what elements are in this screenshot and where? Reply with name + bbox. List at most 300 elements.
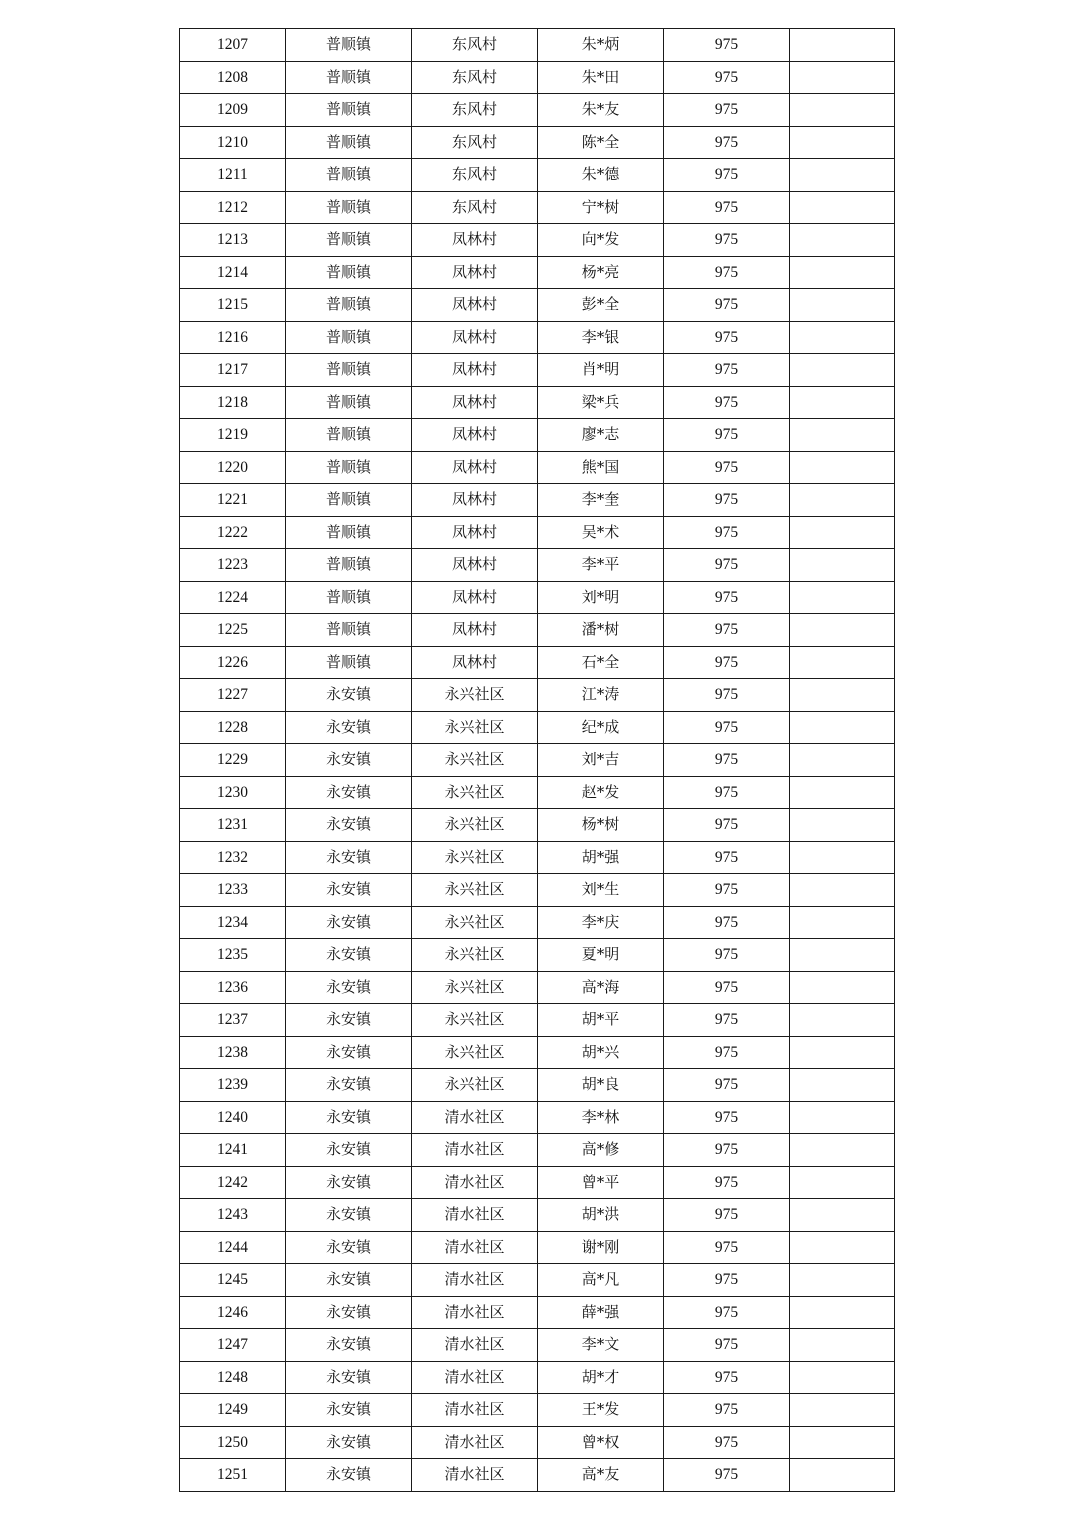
table-row [180, 94, 895, 127]
table-row [180, 1329, 895, 1362]
name-cell: 谢*刚 [538, 1231, 664, 1264]
town-cell: 永安镇 [286, 1459, 412, 1492]
village-cell: 凤林村 [412, 549, 538, 582]
town-cell: 永安镇 [286, 906, 412, 939]
table-row [180, 1166, 895, 1199]
amount-cell: 975 [664, 711, 790, 744]
serial-number-cell: 1210 [180, 126, 286, 159]
village-cell: 永兴社区 [412, 1036, 538, 1069]
village-cell: 永兴社区 [412, 874, 538, 907]
town-cell: 永安镇 [286, 1069, 412, 1102]
serial-number-cell: 1233 [180, 874, 286, 907]
table-row [180, 126, 895, 159]
remark-cell [790, 614, 895, 647]
amount-cell: 975 [664, 809, 790, 842]
remark-cell [790, 451, 895, 484]
village-cell: 东风村 [412, 29, 538, 62]
town-cell: 普顺镇 [286, 94, 412, 127]
remark-cell [790, 191, 895, 224]
name-cell: 胡*良 [538, 1069, 664, 1102]
name-cell: 潘*树 [538, 614, 664, 647]
table-row [180, 679, 895, 712]
village-cell: 永兴社区 [412, 1069, 538, 1102]
town-cell: 永安镇 [286, 1361, 412, 1394]
town-cell: 普顺镇 [286, 256, 412, 289]
remark-cell [790, 1069, 895, 1102]
name-cell: 梁*兵 [538, 386, 664, 419]
name-cell: 胡*兴 [538, 1036, 664, 1069]
table-row [180, 29, 895, 62]
name-cell: 李*银 [538, 321, 664, 354]
name-cell: 刘*明 [538, 581, 664, 614]
amount-cell: 975 [664, 354, 790, 387]
amount-cell: 975 [664, 1069, 790, 1102]
name-cell: 曾*平 [538, 1166, 664, 1199]
amount-cell: 975 [664, 776, 790, 809]
town-cell: 普顺镇 [286, 289, 412, 322]
village-cell: 清水社区 [412, 1134, 538, 1167]
village-cell: 清水社区 [412, 1394, 538, 1427]
remark-cell [790, 224, 895, 257]
table-row [180, 841, 895, 874]
amount-cell: 975 [664, 159, 790, 192]
remark-cell [790, 1166, 895, 1199]
remark-cell [790, 581, 895, 614]
remark-cell [790, 1459, 895, 1492]
village-cell: 凤林村 [412, 516, 538, 549]
town-cell: 永安镇 [286, 1036, 412, 1069]
village-cell: 东风村 [412, 94, 538, 127]
remark-cell [790, 419, 895, 452]
village-cell: 东风村 [412, 191, 538, 224]
table-row [180, 354, 895, 387]
table-row [180, 1426, 895, 1459]
town-cell: 永安镇 [286, 744, 412, 777]
serial-number-cell: 1244 [180, 1231, 286, 1264]
amount-cell: 975 [664, 1459, 790, 1492]
amount-cell: 975 [664, 61, 790, 94]
town-cell: 普顺镇 [286, 321, 412, 354]
serial-number-cell: 1241 [180, 1134, 286, 1167]
amount-cell: 975 [664, 126, 790, 159]
table-row [180, 1361, 895, 1394]
serial-number-cell: 1207 [180, 29, 286, 62]
remark-cell [790, 1134, 895, 1167]
table-row [180, 1101, 895, 1134]
remark-cell [790, 386, 895, 419]
remark-cell [790, 874, 895, 907]
remark-cell [790, 484, 895, 517]
name-cell: 高*海 [538, 971, 664, 1004]
serial-number-cell: 1250 [180, 1426, 286, 1459]
table-row [180, 939, 895, 972]
serial-number-cell: 1235 [180, 939, 286, 972]
serial-number-cell: 1230 [180, 776, 286, 809]
table-row [180, 1069, 895, 1102]
serial-number-cell: 1249 [180, 1394, 286, 1427]
serial-number-cell: 1242 [180, 1166, 286, 1199]
remark-cell [790, 971, 895, 1004]
town-cell: 永安镇 [286, 809, 412, 842]
serial-number-cell: 1229 [180, 744, 286, 777]
serial-number-cell: 1215 [180, 289, 286, 322]
serial-number-cell: 1228 [180, 711, 286, 744]
name-cell: 杨*树 [538, 809, 664, 842]
remark-cell [790, 906, 895, 939]
town-cell: 普顺镇 [286, 516, 412, 549]
town-cell: 永安镇 [286, 939, 412, 972]
name-cell: 高*修 [538, 1134, 664, 1167]
name-cell: 吴*术 [538, 516, 664, 549]
amount-cell: 975 [664, 744, 790, 777]
name-cell: 赵*发 [538, 776, 664, 809]
serial-number-cell: 1219 [180, 419, 286, 452]
town-cell: 普顺镇 [286, 646, 412, 679]
village-cell: 凤林村 [412, 321, 538, 354]
town-cell: 普顺镇 [286, 354, 412, 387]
serial-number-cell: 1225 [180, 614, 286, 647]
table-row [180, 744, 895, 777]
serial-number-cell: 1218 [180, 386, 286, 419]
amount-cell: 975 [664, 1361, 790, 1394]
amount-cell: 975 [664, 321, 790, 354]
name-cell: 夏*明 [538, 939, 664, 972]
town-cell: 永安镇 [286, 1394, 412, 1427]
town-cell: 永安镇 [286, 1264, 412, 1297]
village-cell: 凤林村 [412, 419, 538, 452]
amount-cell: 975 [664, 289, 790, 322]
amount-cell: 975 [664, 1394, 790, 1427]
table-row [180, 386, 895, 419]
serial-number-cell: 1209 [180, 94, 286, 127]
village-cell: 永兴社区 [412, 906, 538, 939]
remark-cell [790, 94, 895, 127]
village-cell: 永兴社区 [412, 1004, 538, 1037]
serial-number-cell: 1213 [180, 224, 286, 257]
village-cell: 清水社区 [412, 1199, 538, 1232]
serial-number-cell: 1251 [180, 1459, 286, 1492]
serial-number-cell: 1236 [180, 971, 286, 1004]
table-row [180, 484, 895, 517]
table-row [180, 1296, 895, 1329]
serial-number-cell: 1211 [180, 159, 286, 192]
amount-cell: 975 [664, 1426, 790, 1459]
remark-cell [790, 159, 895, 192]
town-cell: 普顺镇 [286, 451, 412, 484]
village-cell: 清水社区 [412, 1361, 538, 1394]
serial-number-cell: 1214 [180, 256, 286, 289]
table-row [180, 224, 895, 257]
village-cell: 凤林村 [412, 386, 538, 419]
village-cell: 清水社区 [412, 1231, 538, 1264]
village-cell: 凤林村 [412, 354, 538, 387]
table-row [180, 971, 895, 1004]
village-cell: 永兴社区 [412, 939, 538, 972]
remark-cell [790, 744, 895, 777]
amount-cell: 975 [664, 581, 790, 614]
serial-number-cell: 1247 [180, 1329, 286, 1362]
name-cell: 王*发 [538, 1394, 664, 1427]
serial-number-cell: 1234 [180, 906, 286, 939]
serial-number-cell: 1248 [180, 1361, 286, 1394]
village-cell: 凤林村 [412, 646, 538, 679]
table-row [180, 1199, 895, 1232]
amount-cell: 975 [664, 419, 790, 452]
name-cell: 宁*树 [538, 191, 664, 224]
name-cell: 李*平 [538, 549, 664, 582]
name-cell: 朱*友 [538, 94, 664, 127]
town-cell: 普顺镇 [286, 581, 412, 614]
village-cell: 永兴社区 [412, 776, 538, 809]
amount-cell: 975 [664, 874, 790, 907]
amount-cell: 975 [664, 1101, 790, 1134]
village-cell: 清水社区 [412, 1166, 538, 1199]
town-cell: 普顺镇 [286, 191, 412, 224]
serial-number-cell: 1246 [180, 1296, 286, 1329]
village-cell: 清水社区 [412, 1296, 538, 1329]
village-cell: 永兴社区 [412, 971, 538, 1004]
name-cell: 薛*强 [538, 1296, 664, 1329]
name-cell: 陈*全 [538, 126, 664, 159]
town-cell: 普顺镇 [286, 159, 412, 192]
table-row [180, 711, 895, 744]
table-row [180, 1004, 895, 1037]
name-cell: 肖*明 [538, 354, 664, 387]
remark-cell [790, 354, 895, 387]
village-cell: 东风村 [412, 61, 538, 94]
remark-cell [790, 1004, 895, 1037]
amount-cell: 975 [664, 971, 790, 1004]
amount-cell: 975 [664, 1296, 790, 1329]
amount-cell: 975 [664, 1231, 790, 1264]
remark-cell [790, 1231, 895, 1264]
village-cell: 清水社区 [412, 1426, 538, 1459]
table-row [180, 1459, 895, 1492]
serial-number-cell: 1212 [180, 191, 286, 224]
name-cell: 李*文 [538, 1329, 664, 1362]
amount-cell: 975 [664, 906, 790, 939]
roster-table [179, 28, 895, 1492]
name-cell: 胡*平 [538, 1004, 664, 1037]
amount-cell: 975 [664, 549, 790, 582]
town-cell: 永安镇 [286, 971, 412, 1004]
town-cell: 永安镇 [286, 679, 412, 712]
serial-number-cell: 1220 [180, 451, 286, 484]
amount-cell: 975 [664, 1004, 790, 1037]
remark-cell [790, 646, 895, 679]
remark-cell [790, 1199, 895, 1232]
town-cell: 普顺镇 [286, 484, 412, 517]
amount-cell: 975 [664, 451, 790, 484]
table-row [180, 874, 895, 907]
name-cell: 高*凡 [538, 1264, 664, 1297]
table-row [180, 549, 895, 582]
town-cell: 永安镇 [286, 1296, 412, 1329]
table-row [180, 646, 895, 679]
amount-cell: 975 [664, 29, 790, 62]
town-cell: 普顺镇 [286, 549, 412, 582]
serial-number-cell: 1245 [180, 1264, 286, 1297]
serial-number-cell: 1224 [180, 581, 286, 614]
table-row [180, 614, 895, 647]
town-cell: 永安镇 [286, 1101, 412, 1134]
remark-cell [790, 289, 895, 322]
table-row [180, 1231, 895, 1264]
remark-cell [790, 126, 895, 159]
remark-cell [790, 516, 895, 549]
remark-cell [790, 711, 895, 744]
remark-cell [790, 679, 895, 712]
table-row [180, 191, 895, 224]
town-cell: 永安镇 [286, 1199, 412, 1232]
remark-cell [790, 1101, 895, 1134]
table-row [180, 906, 895, 939]
town-cell: 普顺镇 [286, 126, 412, 159]
village-cell: 凤林村 [412, 289, 538, 322]
village-cell: 清水社区 [412, 1329, 538, 1362]
serial-number-cell: 1226 [180, 646, 286, 679]
remark-cell [790, 809, 895, 842]
amount-cell: 975 [664, 256, 790, 289]
serial-number-cell: 1208 [180, 61, 286, 94]
remark-cell [790, 1426, 895, 1459]
town-cell: 永安镇 [286, 1231, 412, 1264]
name-cell: 胡*洪 [538, 1199, 664, 1232]
remark-cell [790, 776, 895, 809]
village-cell: 永兴社区 [412, 711, 538, 744]
amount-cell: 975 [664, 1264, 790, 1297]
name-cell: 刘*吉 [538, 744, 664, 777]
remark-cell [790, 1036, 895, 1069]
serial-number-cell: 1231 [180, 809, 286, 842]
town-cell: 普顺镇 [286, 61, 412, 94]
remark-cell [790, 1361, 895, 1394]
town-cell: 普顺镇 [286, 224, 412, 257]
town-cell: 普顺镇 [286, 29, 412, 62]
name-cell: 高*友 [538, 1459, 664, 1492]
amount-cell: 975 [664, 1199, 790, 1232]
town-cell: 普顺镇 [286, 386, 412, 419]
table-row [180, 809, 895, 842]
amount-cell: 975 [664, 1036, 790, 1069]
table-row [180, 1134, 895, 1167]
remark-cell [790, 1296, 895, 1329]
serial-number-cell: 1243 [180, 1199, 286, 1232]
name-cell: 熊*国 [538, 451, 664, 484]
remark-cell [790, 1394, 895, 1427]
table-row [180, 289, 895, 322]
name-cell: 彭*全 [538, 289, 664, 322]
town-cell: 永安镇 [286, 1166, 412, 1199]
remark-cell [790, 1329, 895, 1362]
remark-cell [790, 29, 895, 62]
name-cell: 石*全 [538, 646, 664, 679]
serial-number-cell: 1223 [180, 549, 286, 582]
village-cell: 永兴社区 [412, 744, 538, 777]
remark-cell [790, 61, 895, 94]
table-row [180, 61, 895, 94]
serial-number-cell: 1227 [180, 679, 286, 712]
serial-number-cell: 1222 [180, 516, 286, 549]
name-cell: 曾*权 [538, 1426, 664, 1459]
amount-cell: 975 [664, 1134, 790, 1167]
amount-cell: 975 [664, 939, 790, 972]
name-cell: 李*奎 [538, 484, 664, 517]
serial-number-cell: 1216 [180, 321, 286, 354]
remark-cell [790, 321, 895, 354]
name-cell: 胡*才 [538, 1361, 664, 1394]
name-cell: 朱*德 [538, 159, 664, 192]
amount-cell: 975 [664, 1329, 790, 1362]
town-cell: 永安镇 [286, 1004, 412, 1037]
table-row [180, 516, 895, 549]
serial-number-cell: 1238 [180, 1036, 286, 1069]
table-row [180, 451, 895, 484]
name-cell: 杨*亮 [538, 256, 664, 289]
village-cell: 东风村 [412, 159, 538, 192]
table-row [180, 419, 895, 452]
town-cell: 普顺镇 [286, 614, 412, 647]
village-cell: 清水社区 [412, 1459, 538, 1492]
table-row [180, 1036, 895, 1069]
table-row [180, 321, 895, 354]
amount-cell: 975 [664, 679, 790, 712]
amount-cell: 975 [664, 94, 790, 127]
village-cell: 永兴社区 [412, 841, 538, 874]
serial-number-cell: 1240 [180, 1101, 286, 1134]
amount-cell: 975 [664, 841, 790, 874]
table-row [180, 776, 895, 809]
village-cell: 永兴社区 [412, 809, 538, 842]
name-cell: 廖*志 [538, 419, 664, 452]
village-cell: 凤林村 [412, 224, 538, 257]
name-cell: 李*林 [538, 1101, 664, 1134]
village-cell: 清水社区 [412, 1264, 538, 1297]
town-cell: 永安镇 [286, 776, 412, 809]
name-cell: 朱*田 [538, 61, 664, 94]
serial-number-cell: 1239 [180, 1069, 286, 1102]
amount-cell: 975 [664, 224, 790, 257]
village-cell: 凤林村 [412, 614, 538, 647]
village-cell: 凤林村 [412, 256, 538, 289]
serial-number-cell: 1221 [180, 484, 286, 517]
village-cell: 凤林村 [412, 581, 538, 614]
amount-cell: 975 [664, 516, 790, 549]
amount-cell: 975 [664, 386, 790, 419]
amount-cell: 975 [664, 1166, 790, 1199]
name-cell: 李*庆 [538, 906, 664, 939]
remark-cell [790, 939, 895, 972]
town-cell: 永安镇 [286, 1426, 412, 1459]
name-cell: 朱*炳 [538, 29, 664, 62]
village-cell: 凤林村 [412, 451, 538, 484]
remark-cell [790, 549, 895, 582]
remark-cell [790, 1264, 895, 1297]
town-cell: 永安镇 [286, 841, 412, 874]
name-cell: 纪*成 [538, 711, 664, 744]
town-cell: 永安镇 [286, 1329, 412, 1362]
town-cell: 永安镇 [286, 1134, 412, 1167]
serial-number-cell: 1232 [180, 841, 286, 874]
amount-cell: 975 [664, 484, 790, 517]
serial-number-cell: 1237 [180, 1004, 286, 1037]
table-row [180, 581, 895, 614]
table-row [180, 1394, 895, 1427]
name-cell: 向*发 [538, 224, 664, 257]
table-row [180, 256, 895, 289]
roster-table-body [180, 29, 895, 1492]
amount-cell: 975 [664, 646, 790, 679]
